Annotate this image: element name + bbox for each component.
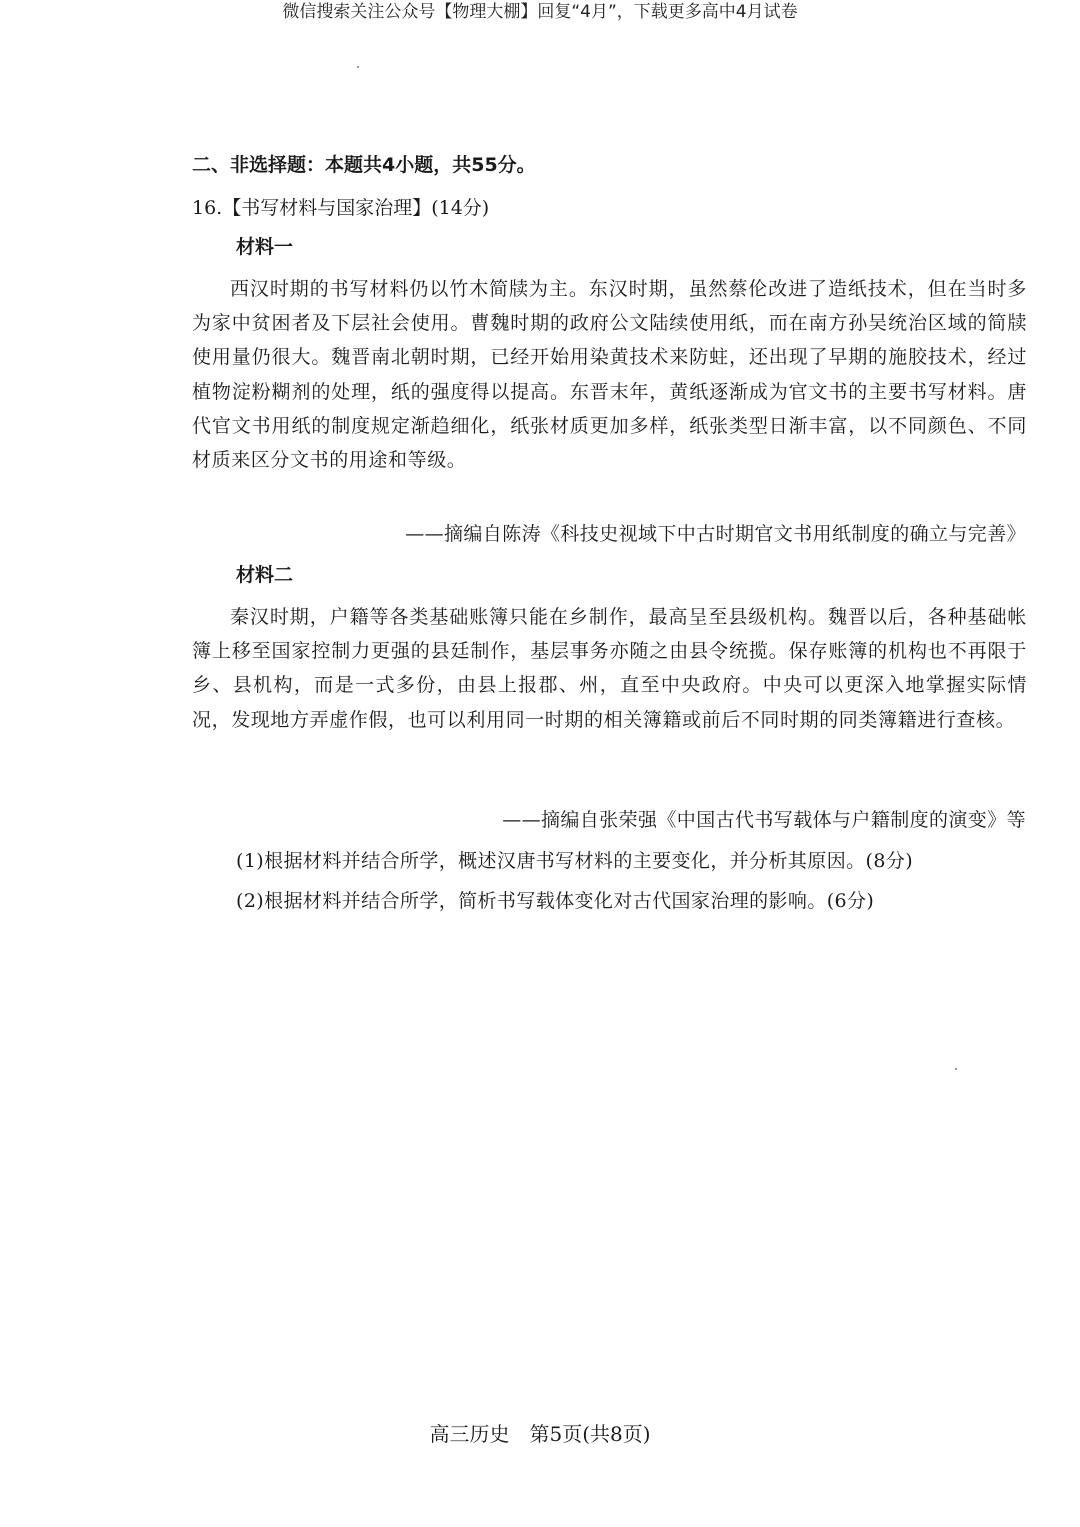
material-one-label: 材料一	[236, 236, 294, 258]
material-one-source: ——摘编自陈涛《科技史视域下中古时期官文书用纸制度的确立与完善》	[405, 523, 1026, 545]
material-two-label: 材料二	[236, 564, 294, 586]
question-title: 16.【书写材料与国家治理】(14分)	[192, 197, 490, 219]
page-footer: 高三历史 第5页(共8页)	[429, 1422, 651, 1446]
section-heading: 二、非选择题：本题共4小题，共55分。	[192, 154, 536, 176]
watermark-banner: 微信搜索关注公众号【物理大棚】回复“4月”，下载更多高中4月试卷	[282, 2, 798, 22]
scan-speck	[357, 66, 359, 68]
material-one-text: 西汉时期的书写材料仍以竹木简牍为主。东汉时期，虽然蔡伦改进了造纸技术，但在当时多为家中贫困者及下层社会使用。曹魏时期的政府公文陆续使用纸，而在南方孙吴统治区域的简牍使用量仍很大。魏晋南北朝时期，已经开始用染黄技术来防蛀，还出现了早期的施胶技术，经过植物淀粉糊剂的处理，纸的强度得以提高。东晋末年，黄纸逐渐成为官文书的主要书写材料。唐代官文书用纸的制度规定渐趋细化，纸张材质更加多样，纸张类型日渐丰富，以不同颜色、不同材质来区分文书的用途和等级。	[192, 278, 1027, 472]
material-two-text: 秦汉时期，户籍等各类基础账簿只能在乡制作，最高呈至县级机构。魏晋以后，各种基础帐簿上移至国家控制力更强的县廷制作，基层事务亦随之由县令统揽。保存账簿的机构也不再限于乡、县机构，而是一式多份，由县上报郡、州，直至中央政府。中央可以更深入地掌握实际情况，发现地方弄虚作假，也可以利用同一时期的相关簿籍或前后不同时期的同类簿籍进行查核。	[192, 606, 1027, 731]
sub-question-2: (2)根据材料并结合所学，简析书写载体变化对古代国家治理的影响。(6分)	[236, 890, 875, 912]
scan-speck	[955, 1068, 957, 1070]
sub-question-1: (1)根据材料并结合所学，概述汉唐书写材料的主要变化，并分析其原因。(8分)	[236, 850, 914, 872]
material-two-source: ——摘编自张荣强《中国古代书写载体与户籍制度的演变》等	[502, 809, 1026, 831]
